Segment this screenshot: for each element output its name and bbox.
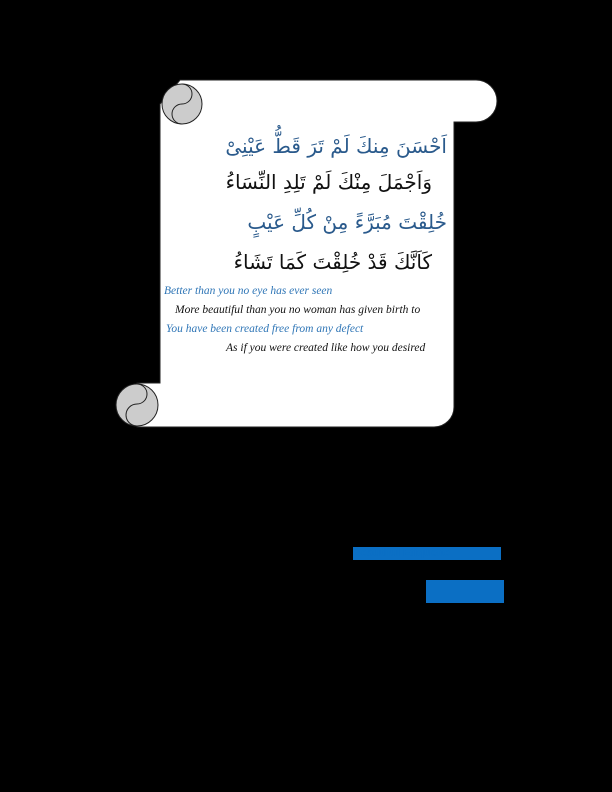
translation-line-2: More beautiful than you no woman has given birth to — [175, 304, 421, 316]
arabic-line-4: كَاَنَّكَ قَدْ خُلِقْتَ كَمَا تَشَاءُ — [233, 250, 432, 274]
footer-box — [426, 580, 504, 603]
footer-label: Beautiful Etiquette — [353, 547, 501, 560]
arabic-line-3: خُلِقْتَ مُبَرَّءً مِنْ كُلِّ عَيْبٍ — [247, 210, 447, 234]
arabic-line-2: وَاَجْمَلَ مِنْكَ لَمْ تَلِدِ النِّسَاءُ — [225, 170, 432, 194]
arabic-line-1: اَحْسَنَ مِنكَ لَمْ تَرَ قَطُّ عَيْنِىْ — [225, 134, 447, 158]
translation-line-1: Better than you no eye has ever seen — [164, 285, 333, 297]
translation-line-4: As if you were created like how you desired — [226, 342, 426, 354]
bottom-curl — [116, 384, 158, 426]
translation-line-3: You have been created free from any defect — [166, 323, 364, 335]
